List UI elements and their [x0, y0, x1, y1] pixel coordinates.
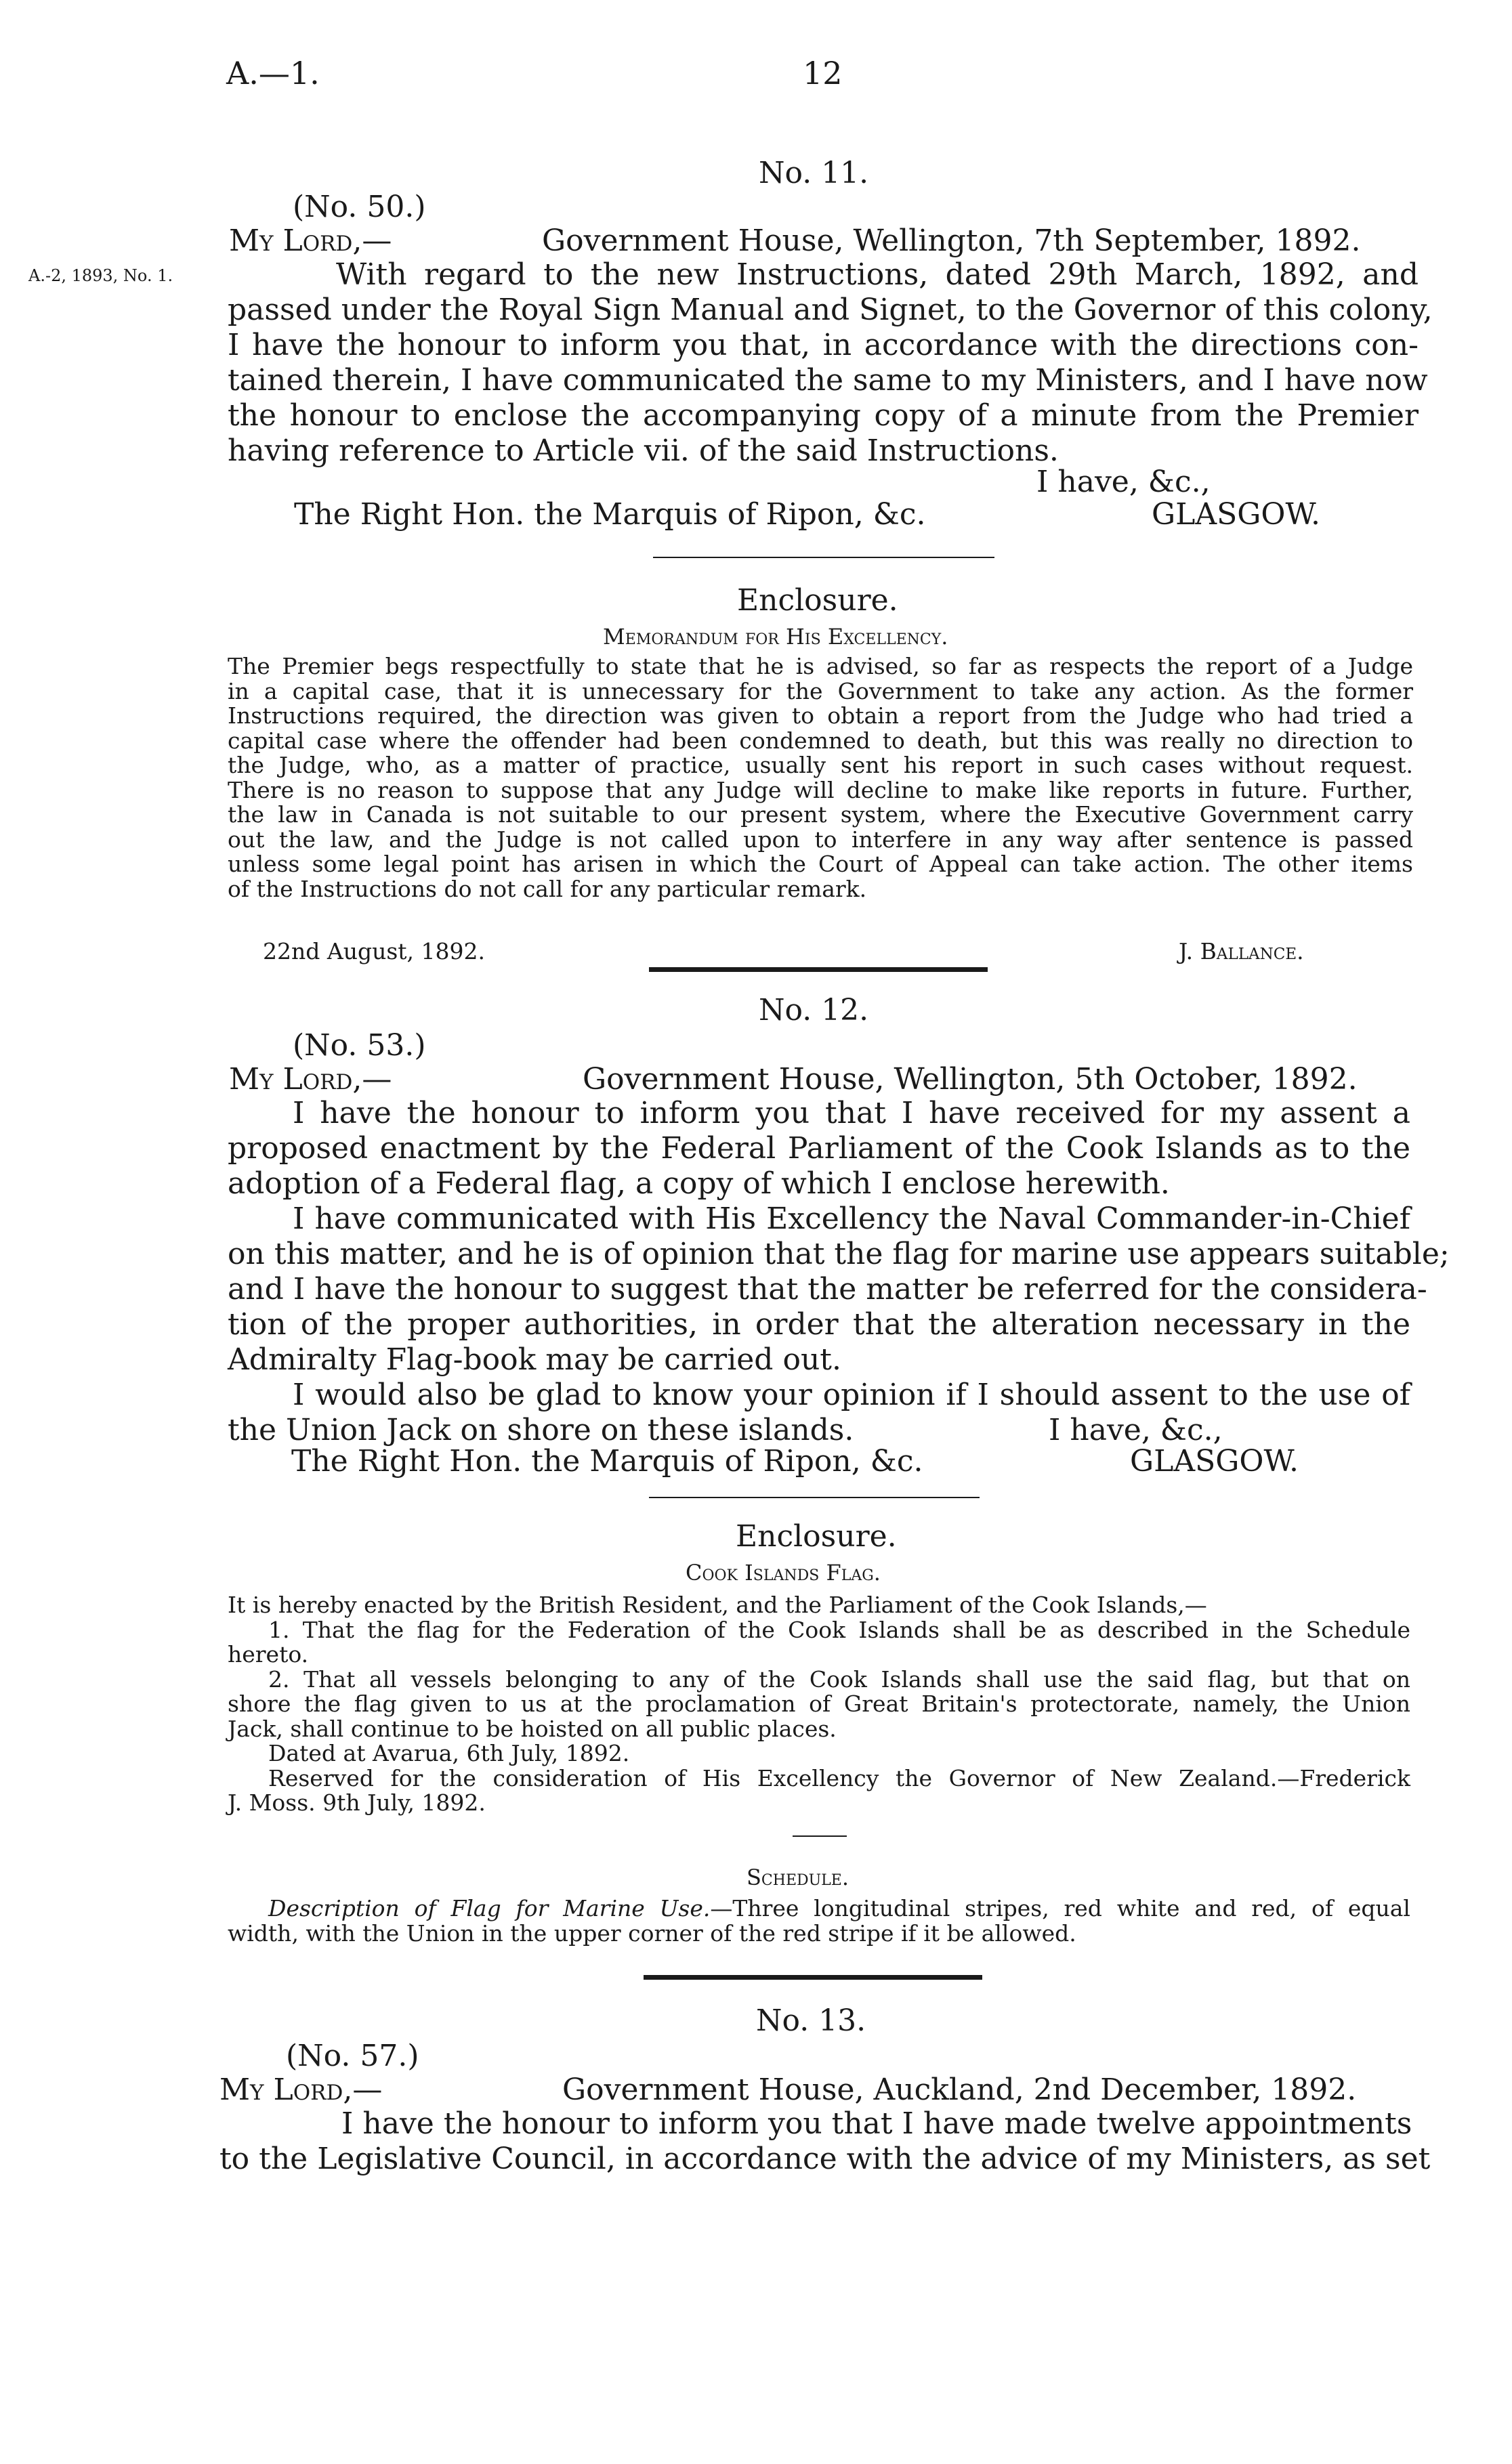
no11-place-date: Government House, Wellington, 7th September, 1892.	[542, 224, 1361, 258]
no12-body-line: Admiralty Flag-book may be carried out.	[228, 1342, 841, 1377]
enclosure1-subheading: Memorandum for His Excellency.	[603, 624, 948, 650]
no13-place-date: Government House, Auckland, 2nd December, 1892.	[562, 2073, 1357, 2107]
no12-body-line: tion of the proper authorities, in order that the alteration necessary in the	[228, 1307, 1410, 1342]
enclosure1-body-line: in a capital case, that it is unnecessary for the Government to take any action. As the former	[228, 677, 1413, 704]
no12-place-date: Government House, Wellington, 5th October, 1892.	[583, 1062, 1358, 1097]
no12-body-line: the Union Jack on shore on these islands.	[228, 1413, 854, 1447]
enclosure1-body-line: the Judge, who, as a matter of practice, usually sent his report in such cases without request.	[228, 752, 1413, 778]
no11-body-line: With regard to the new Instructions, dated 29th March, 1892, and	[336, 257, 1419, 292]
thick-divider	[644, 1975, 982, 1980]
enclosure1-heading: Enclosure.	[737, 583, 898, 618]
no11-signature: GLASGOW.	[1152, 497, 1321, 532]
no12-dispatch-number: (No. 53.)	[293, 1028, 426, 1063]
no11-heading: No. 11.	[759, 156, 869, 190]
schedule-heading: Schedule.	[747, 1865, 849, 1890]
no11-body	[228, 257, 1433, 469]
enclosure2-body-line: Dated at Avarua, 6th July, 1892.	[268, 1740, 630, 1766]
enclosure1-body	[228, 654, 1413, 901]
no13-body	[219, 2106, 1431, 2177]
no11-addressee: The Right Hon. the Marquis of Ripon, &c.	[294, 497, 926, 532]
schedule-body	[228, 1896, 1410, 1946]
enclosure2-body-line: It is hereby enacted by the British Resident, and the Parliament of the Cook Islands,—	[228, 1592, 1207, 1618]
no12-closing: I have, &c.,	[1049, 1413, 1223, 1447]
enclosure1-body-line: of the Instructions do not call for any particular remark.	[228, 875, 867, 902]
enclosure2-body	[228, 1593, 1410, 1816]
no13-body-line: I have the honour to inform you that I have made twelve appointments	[341, 2106, 1412, 2141]
page-number: 12	[803, 55, 843, 91]
schedule-line: width, with the Union in the upper corner of the red stripe if it be allowed.	[228, 1919, 1076, 1947]
short-divider	[793, 1835, 847, 1837]
divider	[649, 1497, 980, 1498]
enclosure2-body-line: hereto.	[228, 1641, 309, 1668]
no12-heading: No. 12.	[759, 993, 869, 1027]
enclosure2-body-line: 2. That all vessels belonging to any of the Cook Islands shall use the said flag, but that on	[268, 1665, 1410, 1693]
enclosure2-body-line: 1. That the flag for the Federation of the Cook Islands shall be as described in the Schedule	[268, 1616, 1410, 1643]
no13-heading: No. 13.	[756, 2003, 866, 2038]
no13-body-line: to the Legislative Council, in accordance with the advice of my Ministers, as set	[219, 2142, 1431, 2176]
no13-dispatch-number: (No. 57.)	[286, 2039, 419, 2073]
no11-dispatch-number: (No. 50.)	[293, 190, 426, 224]
schedule-text: —Three longitudinal stripes, red white and red, of equal	[710, 1895, 1410, 1921]
no13-salutation: My Lord,—	[219, 2073, 383, 2107]
no12-salutation: My Lord,—	[229, 1062, 392, 1097]
no11-salutation: My Lord,—	[229, 224, 392, 258]
enclosure2-heading: Enclosure.	[736, 1519, 897, 1554]
enclosure1-date: 22nd August, 1892.	[263, 938, 485, 964]
no11-closing: I have, &c.,	[1036, 465, 1211, 499]
enclosure1-body-line: out the law, and the Judge is not called upon to interfere in any way after sentence is passed	[228, 826, 1413, 853]
no11-body-line: passed under the Royal Sign Manual and Signet, to the Governor of this colony,	[228, 293, 1433, 327]
no12-body-line: proposed enactment by the Federal Parliament of the Cook Islands as to the	[228, 1131, 1410, 1166]
running-header-left: A.—1.	[226, 55, 320, 91]
enclosure1-body-line: the law in Canada is not suitable to our present system, where the Executive Government carry	[228, 801, 1413, 828]
no12-body-line: I have communicated with His Excellency the Naval Commander-in-Chief	[293, 1202, 1410, 1236]
no12-body-line: adoption of a Federal flag, a copy of which I enclose herewith.	[228, 1166, 1170, 1201]
enclosure1-body-line: Instructions required, the direction was given to obtain a report from the Judge who had tried a	[228, 702, 1413, 729]
enclosure1-body-line: The Premier begs respectfully to state that he is advised, so far as respects the report of a Judge	[228, 653, 1413, 679]
schedule-title: Description of Flag for Marine Use.	[268, 1895, 711, 1921]
enclosure1-body-line: capital case where the offender had been condemned to death, but this was really no direction to	[228, 727, 1413, 754]
no12-body-line: I would also be glad to know your opinion if I should assent to the use of	[293, 1378, 1410, 1412]
no12-body-line: on this matter, and he is of opinion that the flag for marine use appears suitable;	[228, 1237, 1450, 1271]
no12-body	[228, 1096, 1450, 1448]
thick-divider	[649, 967, 988, 972]
no11-body-line: tained therein, I have communicated the same to my Ministers, and I have now	[228, 363, 1428, 398]
schedule-line	[228, 1896, 1410, 1921]
no11-body-line: I have the honour to inform you that, in accordance with the directions con-	[228, 328, 1419, 362]
divider	[653, 557, 994, 558]
no11-body-line: having reference to Article vii. of the said Instructions.	[228, 433, 1059, 468]
no12-body-line: and I have the honour to suggest that the matter be referred for the considera-	[228, 1272, 1427, 1307]
no11-body-line: the honour to enclose the accompanying copy of a minute from the Premier	[228, 398, 1419, 433]
enclosure2-body-line: J. Moss. 9th July, 1892.	[228, 1789, 486, 1816]
enclosure1-body-line: There is no reason to suppose that any Judge will decline to make like reports in future. Further,	[228, 776, 1413, 803]
enclosure1-signature: J. Ballance.	[1179, 938, 1304, 964]
enclosure2-subheading: Cook Islands Flag.	[686, 1560, 881, 1586]
no11-margin-reference: A.-2, 1893, No. 1.	[28, 266, 173, 285]
enclosure2-body-line: Reserved for the consideration of His Excellency the Governor of New Zealand.—Frederick	[268, 1764, 1410, 1791]
enclosure2-body-line: shore the flag given to us at the proclamation of Great Britain's protectorate, namely, the Union	[228, 1691, 1410, 1717]
no12-body-line: I have the honour to inform you that I have received for my assent a	[293, 1096, 1410, 1130]
no12-signature: GLASGOW.	[1130, 1444, 1299, 1479]
no12-addressee: The Right Hon. the Marquis of Ripon, &c.	[291, 1444, 923, 1479]
enclosure2-body-line: Jack, shall continue to be hoisted on all public places.	[228, 1715, 837, 1742]
enclosure1-body-line: unless some legal point has arisen in which the Court of Appeal can take action. The other items	[228, 851, 1413, 877]
